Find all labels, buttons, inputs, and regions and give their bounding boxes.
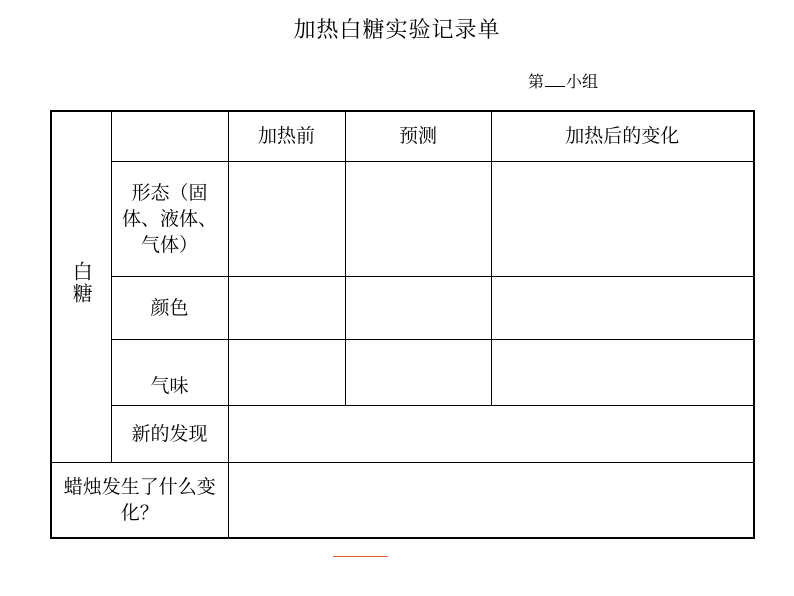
- red-divider-line: [333, 556, 388, 557]
- row-label-candle: 蜡烛发生了什么变化？: [51, 462, 228, 538]
- group-prefix: 第: [528, 72, 545, 91]
- header-after: 加热后的变化: [491, 111, 754, 161]
- group-suffix: 小组: [566, 72, 599, 91]
- group-number-blank[interactable]: [545, 70, 565, 87]
- cell-smell-after[interactable]: [491, 339, 754, 405]
- cell-discovery[interactable]: [228, 405, 754, 462]
- header-before: 加热前: [228, 111, 345, 161]
- cell-form-before[interactable]: [228, 161, 345, 276]
- cell-smell-predict[interactable]: [345, 339, 491, 405]
- table-row-color: [51, 276, 754, 339]
- page-title: 加热白糖实验记录单: [293, 18, 501, 43]
- cell-candle-answer[interactable]: [228, 462, 754, 538]
- row-label-smell: 气味: [111, 339, 228, 405]
- cell-smell-before[interactable]: [228, 339, 345, 405]
- side-label-cell: [51, 111, 111, 462]
- row-label-form: 形态（固体、液体、气体）: [111, 161, 228, 276]
- header-row: [51, 111, 754, 161]
- table-row-smell: [51, 339, 754, 405]
- row-label-discovery: 新的发现: [111, 405, 228, 462]
- row-label-color: 颜色: [111, 276, 228, 339]
- header-blank-cell: [111, 111, 228, 161]
- record-table: [50, 110, 755, 539]
- cell-color-after[interactable]: [491, 276, 754, 339]
- cell-color-predict[interactable]: [345, 276, 491, 339]
- cell-form-after[interactable]: [491, 161, 754, 276]
- group-number-label: [528, 70, 598, 93]
- cell-color-before[interactable]: [228, 276, 345, 339]
- table-row-discovery: [51, 405, 754, 462]
- side-label: 白糖: [69, 261, 94, 306]
- table-row-form: [51, 161, 754, 276]
- header-predict: 预测: [345, 111, 491, 161]
- cell-form-predict[interactable]: [345, 161, 491, 276]
- table-row-candle: [51, 462, 754, 538]
